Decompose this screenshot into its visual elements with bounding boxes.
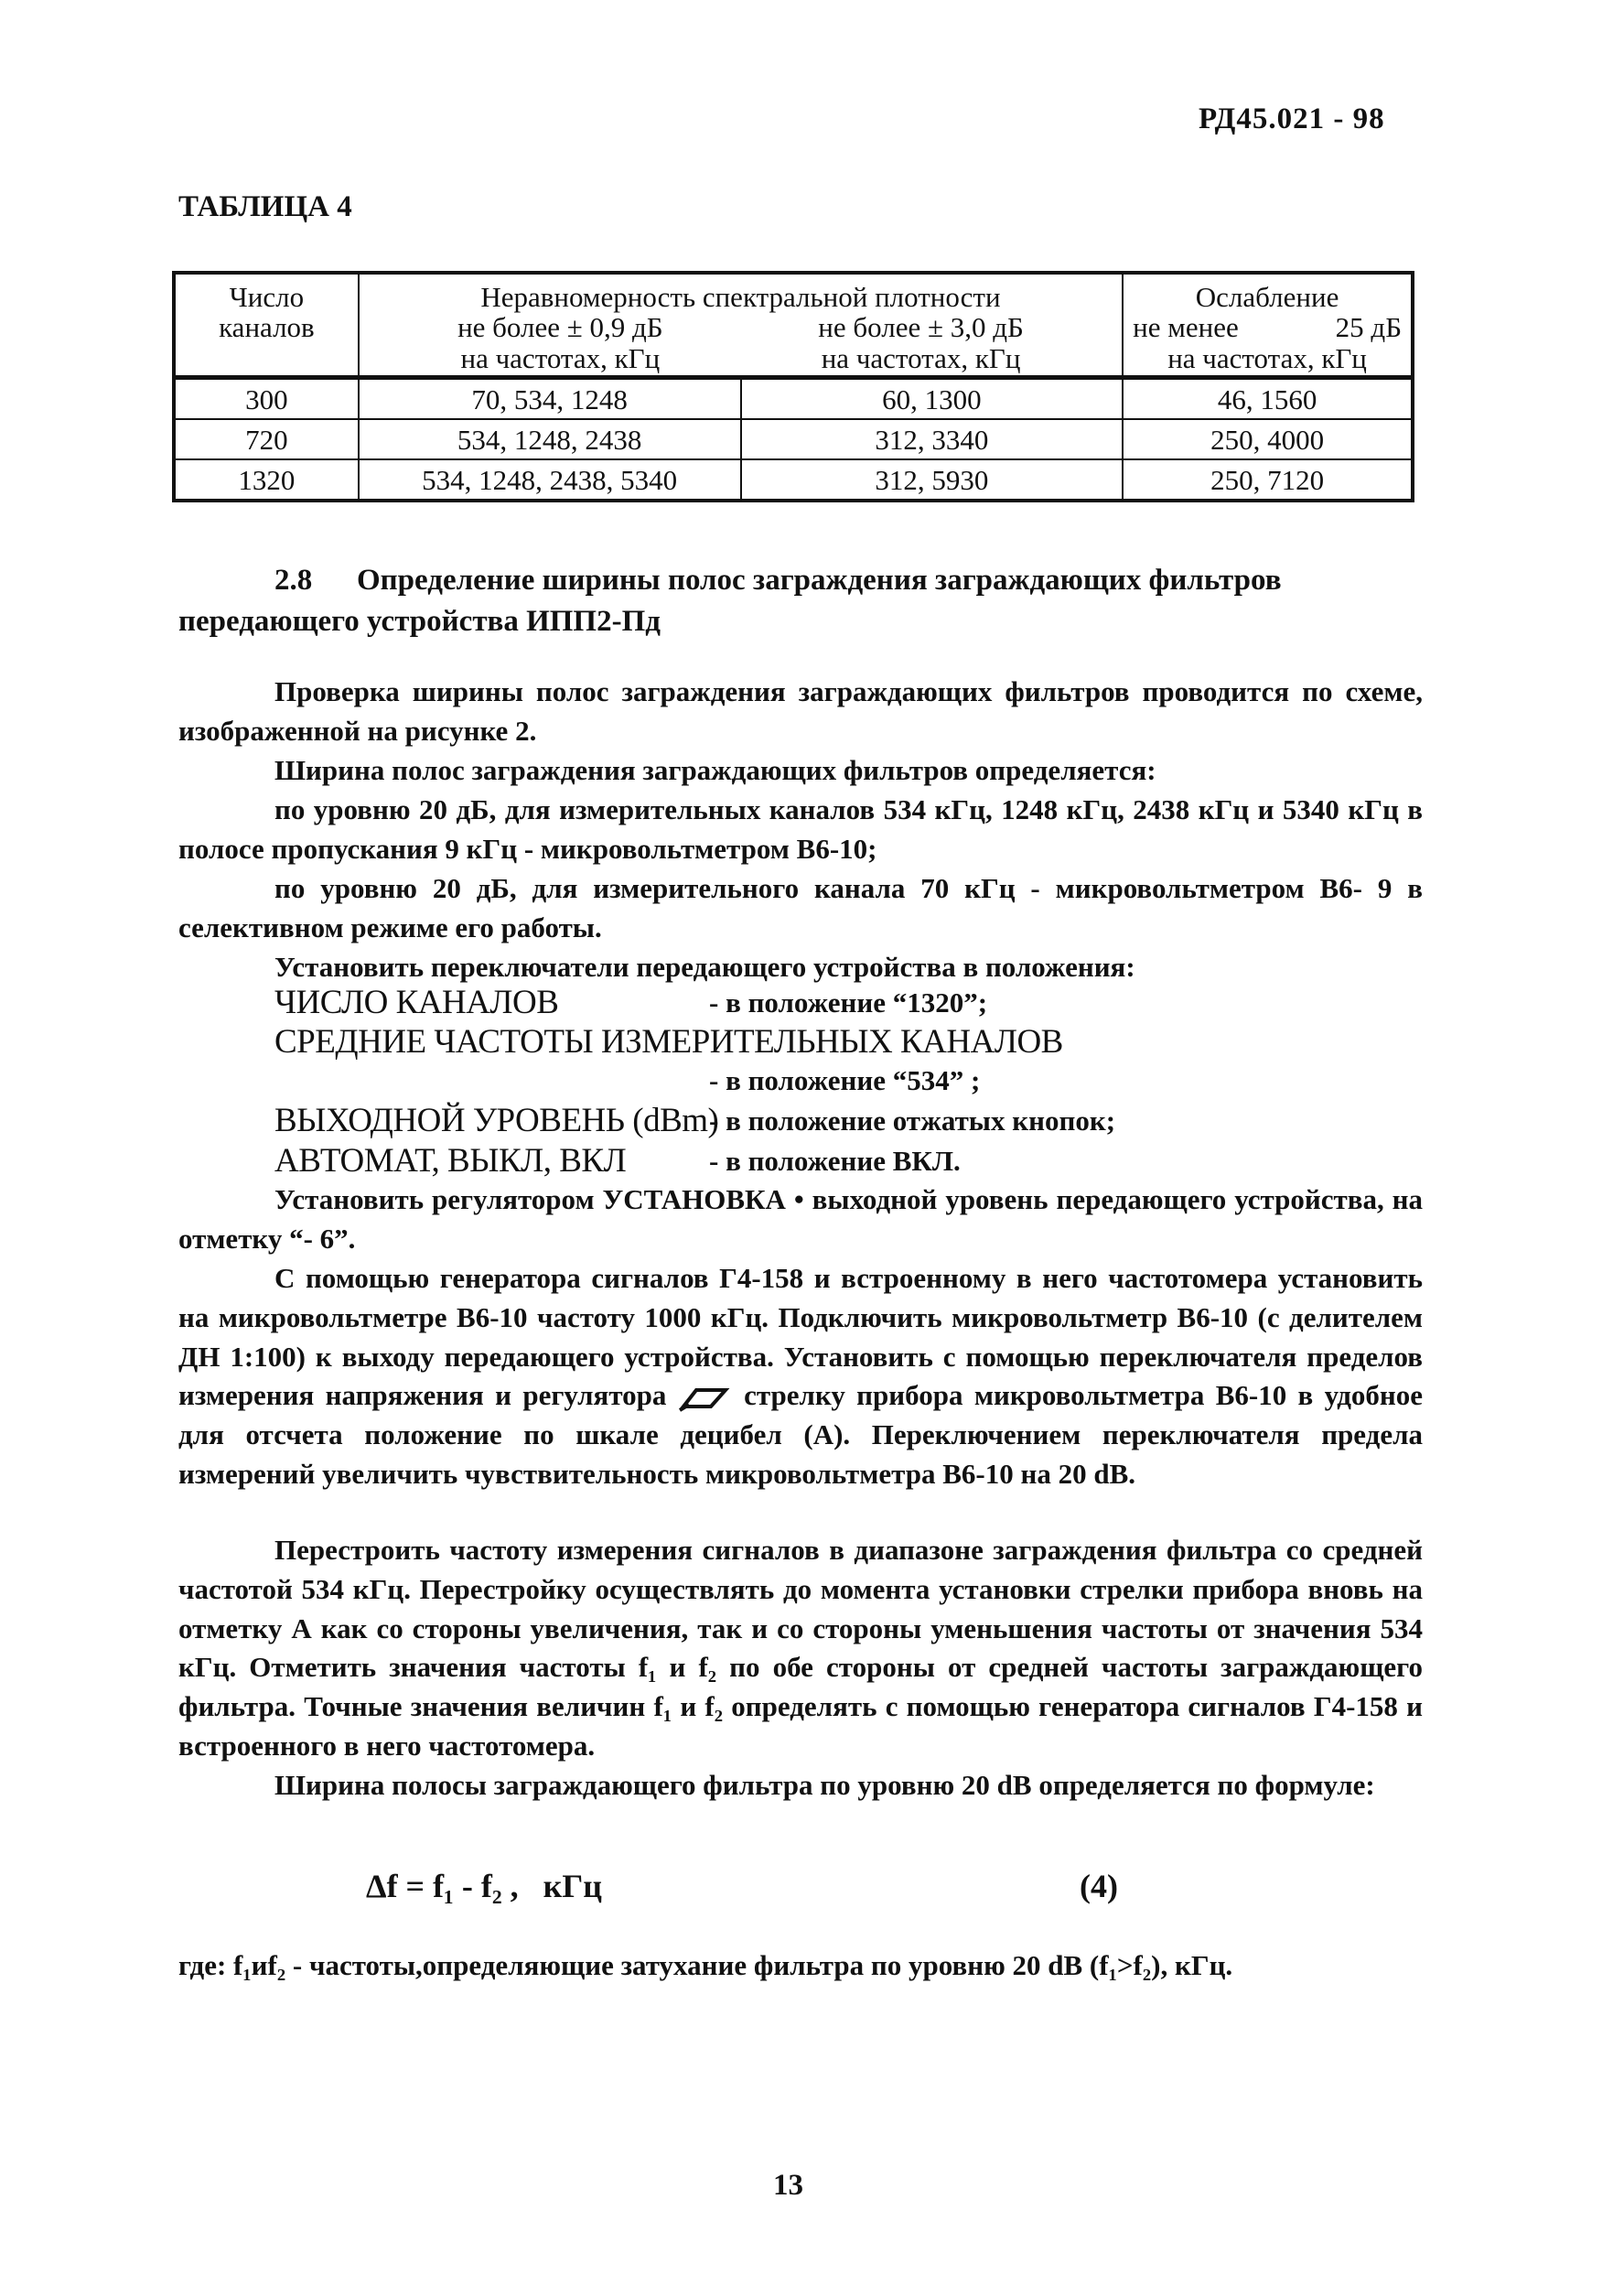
switch-channels-value: - в положение “1320”; [709, 986, 988, 1019]
paragraph-bandwidth: Ширина полосы заграждающего фильтра по уровню 20 dB определяется по формуле: [274, 1769, 1375, 1801]
cell-attenuation: 46, 1560 [1123, 378, 1413, 420]
header-spectral-sub2: не более ± 3,0 дБ на частотах, кГц [818, 311, 1024, 374]
paragraph-width-defined: Ширина полос заграждения заграждающих фильтров определяется: [274, 754, 1156, 786]
header-channels: Число каналов [174, 273, 359, 378]
switch-level-value: - в положение отжатых кнопок; [709, 1105, 1116, 1137]
cell-channels: 720 [174, 419, 359, 459]
table-row [174, 459, 1413, 501]
paragraph-retune: Перестроить частоту измерения сигналов в диапазоне заграждения фильтра со средней частотой 534 кГц. Перестройку осуществлять до момента установки стрелки прибора вновь на отметку А как со стороны увеличения, так и со стороны уменьшения частоты от значения 534 кГц. Отметить значения частоты f₁ и f₂ по обе стороны от средней частоты заграждающего фильтра. Точные значения величин f₁ и f₂ определять с помощью генератора сигналов Г4-158 и встроенного в него частотомера. [178, 1534, 1423, 1762]
table-row [174, 419, 1413, 459]
header-spectral-sub1: не более ± 0,9 дБ на частотах, кГц [457, 311, 663, 374]
cell-spectral-a: 534, 1248, 2438 [359, 419, 741, 459]
formula-legend: где: f₁иf₂ - частоты,определяющие затухание фильтра по уровню 20 dB (f₁>f₂), кГц. [178, 1949, 1233, 1981]
section-heading [178, 560, 1423, 641]
cell-spectral-b: 60, 1300 [741, 378, 1124, 420]
section-number: 2.8 [274, 564, 313, 597]
paragraph-generator: С помощью генератора сигналов Г4-158 и встроенному в него частотомера установить на микровольтметре В6-10 частоту 1000 кГц. Подключить микровольтметр В6-10 (с делителем ДН 1:100) к выходу передающего устройства. Установить с помощью переключателя пределов измерения напряжения и регулятора стрелку прибора микровольтметра В6-10 в удобное для отсчета положение по шкале децибел (А). Переключением переключателя предела измерений увеличить чувствительность микровольтметра В6-10 на 20 dB. [178, 1262, 1424, 1490]
regulator-icon [678, 1385, 733, 1412]
switch-freq-name: СРЕДНИЕ ЧАСТОТЫ ИЗМЕРИТЕЛЬНЫХ КАНАЛОВ [274, 1023, 1063, 1061]
header-spectral [359, 273, 1123, 378]
table-title: ТАБЛИЦА 4 [178, 190, 352, 223]
table-row [174, 378, 1413, 420]
formula [366, 1867, 1189, 1905]
paragraph-level-70: по уровню 20 дБ, для измерительного канала 70 кГц - микровольтметром В6- 9 в селективном режиме его работы. [178, 872, 1423, 943]
paragraph-set-regulator: Установить регулятором УСТАНОВКА • выходной уровень передающего устройства, на отметку “- 6”. [178, 1183, 1423, 1255]
cell-channels: 1320 [174, 459, 359, 501]
cell-spectral-a: 534, 1248, 2438, 5340 [359, 459, 741, 501]
switch-level-name: ВЫХОДНОЙ УРОВЕНЬ (dBm) [274, 1102, 719, 1139]
table-header-row [174, 273, 1413, 378]
section-title-line1: Определение ширины полос заграждения заграждающих фильтров [357, 564, 1282, 597]
paragraph-level-534: по уровню 20 дБ, для измерительных каналов 534 кГц, 1248 кГц, 2438 кГц и 5340 кГц в полосе пропускания 9 кГц - микровольтметром В6-10; [178, 793, 1423, 865]
cell-attenuation: 250, 4000 [1123, 419, 1413, 459]
spectral-table [172, 271, 1414, 502]
page-number: 13 [773, 2169, 803, 2202]
formula-expression: Δf = f₁ - f₂ , кГц [366, 1868, 603, 1904]
formula-number: (4) [1080, 1868, 1118, 1904]
paragraph-check: Проверка ширины полос заграждения заграждающих фильтров проводится по схеме, изображенной на рисунке 2. [178, 675, 1423, 747]
paragraph-set-switches: Установить переключатели передающего устройства в положения: [274, 951, 1135, 983]
header-attenuation: Ослабление не менее 25 дБ на частотах, кГц [1123, 273, 1413, 378]
document-code: РД45.021 - 98 [1199, 102, 1385, 135]
switch-auto-value: - в положение ВКЛ. [709, 1145, 961, 1177]
header-spectral-title: Неравномерность спектральной плотности [480, 281, 1001, 313]
switch-auto-name: АВТОМАТ, ВЫКЛ, ВКЛ [274, 1142, 627, 1180]
cell-spectral-a: 70, 534, 1248 [359, 378, 741, 420]
cell-spectral-b: 312, 3340 [741, 419, 1124, 459]
cell-spectral-b: 312, 5930 [741, 459, 1124, 501]
section-title-line2: передающего устройства ИПП2-Пд [178, 604, 661, 638]
switch-channels-name: ЧИСЛО КАНАЛОВ [274, 984, 559, 1021]
cell-channels: 300 [174, 378, 359, 420]
cell-attenuation: 250, 7120 [1123, 459, 1413, 501]
switch-freq-value: - в положение “534” ; [709, 1064, 981, 1096]
